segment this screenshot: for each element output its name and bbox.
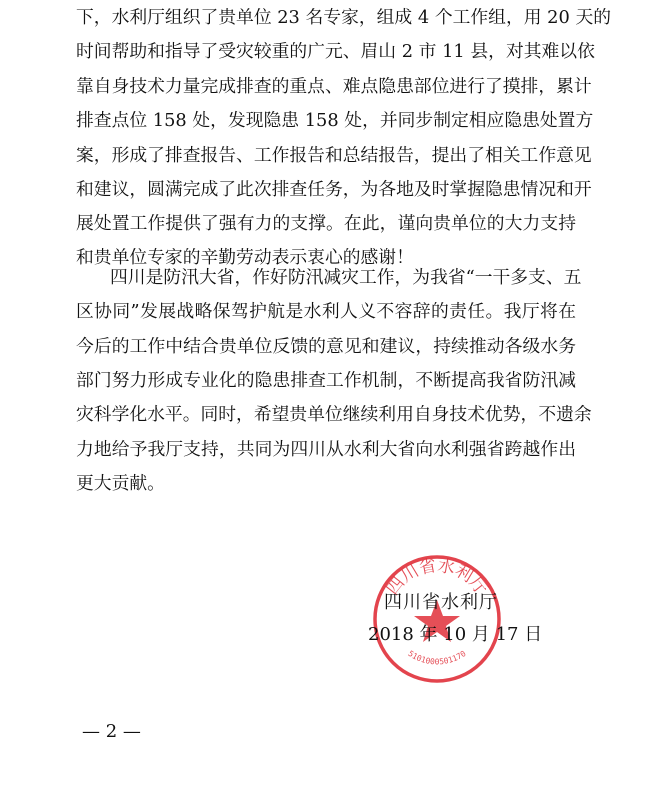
paragraph-line: 部门努力形成专业化的隐患排查工作机制，不断提高我省防汛减 xyxy=(76,370,576,391)
paragraph-line: 四川是防汛大省，作好防汛减灾工作，为我省“一干多支、五 xyxy=(110,267,582,288)
signature-date: 2018 年 10 月 17 日 xyxy=(368,624,543,645)
paragraph-line: 区协同”发展战略保驾护航是水利人义不容辞的责任。我厅将在 xyxy=(76,301,576,322)
paragraph-line: 排查点位 158 处，发现隐患 158 处，并同步制定相应隐患处置方 xyxy=(76,110,594,131)
paragraph-line: 今后的工作中结合贵单位反馈的意见和建议，持续推动各级水务 xyxy=(76,336,576,357)
paragraph-line: 案，形成了排查报告、工作报告和总结报告，提出了相关工作意见 xyxy=(76,145,592,166)
seal-text: 四川省水利厅 xyxy=(382,555,492,600)
paragraph-line: 下，水利厅组织了贵单位 23 名专家，组成 4 个工作组，用 20 天的 xyxy=(76,7,612,28)
paragraph-line: 展处置工作提供了强有力的支撑。在此，谨向贵单位的大力支持 xyxy=(76,213,576,234)
paragraph-line: 和贵单位专家的辛勤劳动表示衷心的感谢！ xyxy=(76,247,414,268)
paragraph-line: 力地给予我厅支持，共同为四川从水利大省向水利强省跨越作出 xyxy=(76,439,576,460)
signature-organization: 四川省水利厅 xyxy=(384,592,498,613)
paragraph-line: 靠自身技术力量完成排查的重点、难点隐患部位进行了摸排，累计 xyxy=(76,76,592,97)
paragraph-line: 和建议，圆满完成了此次排查任务，为各地及时掌握隐患情况和开 xyxy=(76,179,592,200)
paragraph-line: 更大贡献。 xyxy=(76,473,165,494)
paragraph-line: 灾科学化水平。同时，希望贵单位继续利用自身技术优势，不遗余 xyxy=(76,404,592,425)
svg-text:5101000501170 xyxy=(406,649,467,666)
page-number: — 2 — xyxy=(82,721,141,742)
paragraph-line: 时间帮助和指导了受灾较重的广元、眉山 2 市 11 县，对其难以依 xyxy=(76,41,595,62)
official-seal xyxy=(370,552,504,686)
seal-number: 5101000501170 xyxy=(406,648,468,667)
